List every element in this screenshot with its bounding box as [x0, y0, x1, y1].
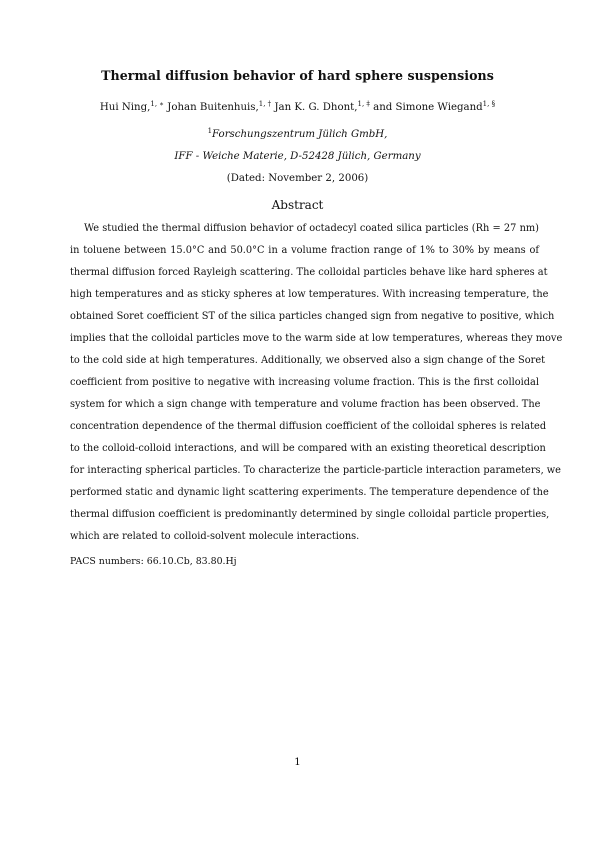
abstract-line: which are related to colloid-solvent molecule interactions.: [70, 531, 360, 542]
author-name: and Simone Wiegand: [373, 102, 483, 113]
abstract-heading: Abstract: [271, 198, 324, 212]
affiliation-mark: 1: [207, 127, 213, 135]
author-name: Hui Ning,: [99, 102, 151, 113]
affiliation-line-2: IFF - Weiche Materie, D-52428 Jülich, Germany: [174, 151, 421, 162]
affiliation-text: Forschungszentrum Jülich GmbH,: [212, 129, 388, 140]
abstract-line: thermal diffusion coefficient is predominantly determined by single colloidal particle properties,: [70, 509, 550, 520]
author-mark: 1, §: [482, 100, 496, 108]
paper-title: Thermal diffusion behavior of hard sphere suspensions: [101, 68, 494, 83]
abstract-line: concentration dependence of the thermal diffusion coefficient of the colloidal spheres is related: [70, 421, 547, 432]
abstract-line: in toluene between 15.0°C and 50.0°C in a volume fraction range of 1% to 30% by means of: [70, 245, 539, 256]
abstract-line: thermal diffusion forced Rayleigh scattering. The colloidal particles behave like hard spheres at: [70, 267, 548, 278]
author-list: [0, 102, 595, 113]
author-name: Jan K. G. Dhont,: [274, 102, 358, 113]
abstract-line: We studied the thermal diffusion behavior of octadecyl coated silica particles (Rh = 27 nm): [84, 223, 539, 234]
pacs-numbers: PACS numbers: 66.10.Cb, 83.80.Hj: [70, 556, 237, 567]
abstract-line: implies that the colloidal particles move to the warm side at low temperatures, whereas they move: [70, 333, 563, 344]
affiliation-line-1: [0, 127, 595, 140]
abstract-body: [70, 218, 563, 548]
abstract-line: obtained Soret coefficient ST of the silica particles changed sign from negative to positive, which: [70, 311, 555, 322]
abstract-line: to the colloid-colloid interactions, and will be compared with an existing theoretical description: [70, 443, 546, 454]
page-number: 1: [294, 757, 301, 768]
abstract-line: to the cold side at high temperatures. Additionally, we observed also a sign change of the Soret: [70, 355, 546, 366]
author-mark: 1, ‡: [357, 100, 370, 108]
abstract-line: system for which a sign change with temperature and volume fraction has been observed. The: [70, 399, 541, 410]
abstract-line: performed static and dynamic light scattering experiments. The temperature dependence of the: [70, 487, 549, 498]
author-name: Johan Buitenhuis,: [167, 102, 259, 113]
author-mark: 1, ∗: [150, 100, 165, 108]
author-mark: 1, †: [258, 100, 272, 108]
dated-line: (Dated: November 2, 2006): [226, 173, 369, 184]
abstract-line: for interacting spherical particles. To characterize the particle-particle interaction parameters, we: [70, 465, 561, 476]
abstract-line: high temperatures and as sticky spheres at low temperatures. With increasing temperature, the: [70, 289, 549, 300]
abstract-line: coefficient from positive to negative with increasing volume fraction. This is the first colloidal: [70, 377, 539, 388]
